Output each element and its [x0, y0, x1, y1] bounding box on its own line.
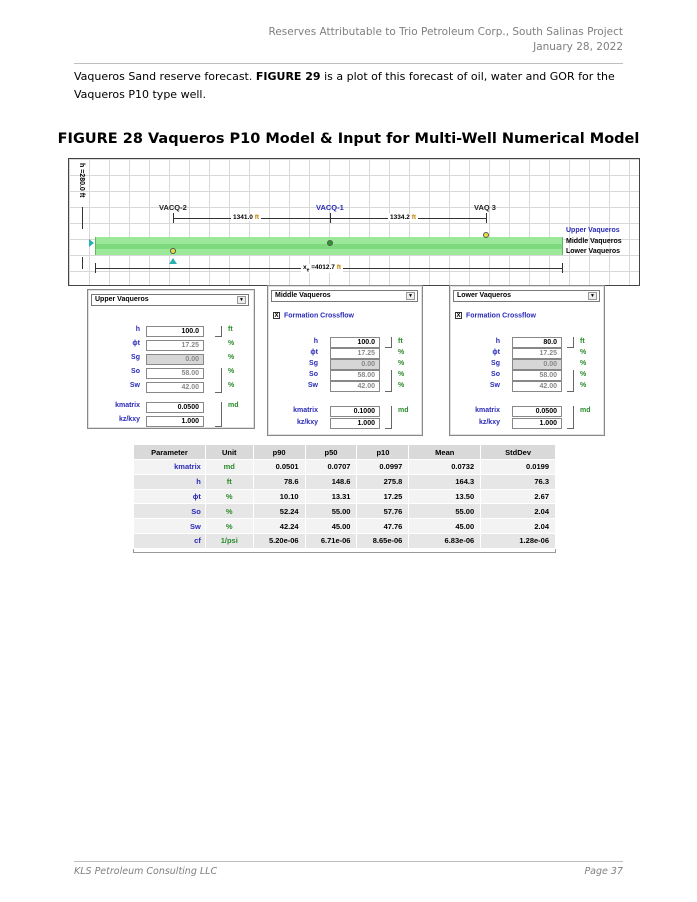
table-cell: 55.00: [409, 504, 481, 519]
layer-dropdown-lower[interactable]: Lower Vaqueros ▼: [453, 290, 600, 302]
layer-dropdown-upper[interactable]: Upper Vaqueros ▼: [91, 294, 249, 306]
legend-upper-vaqueros: Upper Vaqueros: [566, 227, 620, 234]
so-label: So: [491, 371, 500, 378]
table-row: [134, 474, 556, 489]
well-label-vacq1: VACQ-1: [316, 203, 344, 212]
spacing-tick: [486, 213, 487, 223]
table-cell: md: [205, 460, 253, 475]
table-row: [134, 519, 556, 534]
h-label: h: [135, 326, 140, 333]
well-marker-vacq2-lower: [169, 258, 177, 264]
sg-field-lower: 0.00: [512, 359, 562, 370]
formation-crossflow-checkbox-middle[interactable]: X Formation Crossflow: [274, 312, 355, 320]
sw-unit: %: [580, 382, 587, 389]
h-field-lower[interactable]: 80.0: [512, 337, 562, 348]
spacing-label-1: 1341.0 ft: [233, 214, 260, 221]
table-cell: kmatrix: [134, 460, 206, 475]
column-header: Mean: [409, 445, 481, 460]
reservoir-model-diagram: [68, 158, 640, 286]
h-unit: ft: [398, 338, 403, 345]
xe-tick: [562, 263, 563, 273]
sg-label: Sg: [131, 354, 140, 361]
well-marker-vacq2: [170, 248, 176, 254]
bracket: [567, 370, 574, 392]
sw-unit: %: [398, 382, 405, 389]
md-unit: md: [580, 407, 591, 414]
h-unit: ft: [228, 326, 233, 333]
column-header: p50: [305, 445, 357, 460]
kzkxy-label: kz/kxy: [478, 419, 500, 426]
table-row: [134, 504, 556, 519]
well-label-vacq2: VACQ-2: [159, 203, 187, 212]
phi-label: ϕt: [492, 349, 500, 356]
md-unit: md: [228, 402, 239, 409]
table-cell: 76.3: [481, 474, 556, 489]
checkbox-icon: X: [456, 313, 461, 319]
table-cell: 42.24: [253, 519, 305, 534]
table-cell: 0.0732: [409, 460, 481, 475]
kzkxy-label: kz/kxy: [118, 416, 140, 423]
table-cell: h: [134, 474, 206, 489]
h-field-middle[interactable]: 100.0: [330, 337, 380, 348]
table-cell: 0.0707: [305, 460, 357, 475]
kmatrix-label: kmatrix: [475, 407, 500, 414]
kmatrix-field-upper[interactable]: 0.0500: [146, 402, 204, 413]
table-cell: 1/psi: [205, 533, 253, 548]
boundary-marker-icon: [89, 239, 94, 247]
phi-unit: %: [580, 349, 587, 356]
lower-vaqueros-panel: [449, 285, 605, 436]
figure-title: FIGURE 28 Vaqueros P10 Model & Input for Multi-Well Numerical Model: [57, 131, 640, 147]
phi-label: ϕt: [310, 349, 318, 356]
so-unit: %: [398, 371, 405, 378]
md-unit: md: [398, 407, 409, 414]
sw-label: Sw: [489, 382, 500, 389]
chevron-down-icon: ▼: [588, 292, 597, 300]
column-header: Parameter: [134, 445, 206, 460]
kmatrix-label: kmatrix: [293, 407, 318, 414]
bracket: [385, 370, 392, 392]
sg-field-middle: 0.00: [330, 359, 380, 370]
table-cell: 2.04: [481, 519, 556, 534]
table-row: [134, 460, 556, 475]
table-cell: %: [205, 489, 253, 504]
well-label-vaq3: VAQ 3: [474, 203, 496, 212]
phi-field-lower[interactable]: 17.25: [512, 348, 562, 359]
table-cell: Sw: [134, 519, 206, 534]
table-row: [134, 489, 556, 504]
footer-rule: [74, 861, 623, 862]
checkbox-icon: X: [274, 313, 279, 319]
bracket: [567, 406, 574, 429]
xe-label: $x_e =4012.7$ ft: [303, 264, 342, 274]
phi-unit: %: [398, 349, 405, 356]
page-header: [269, 25, 623, 55]
kmatrix-label: kmatrix: [115, 402, 140, 409]
sg-field-upper: 0.00: [146, 354, 204, 365]
so-field-lower[interactable]: 58.00: [512, 370, 562, 381]
table-cell: 52.24: [253, 504, 305, 519]
table-cell: 6.83e-06: [409, 533, 481, 548]
table-cell: 17.25: [357, 489, 409, 504]
table-cell: 55.00: [305, 504, 357, 519]
table-header-row: [134, 445, 556, 460]
intro-text-2: is a plot of this forecast of oil, water and GOR for the Vaqueros P10 type well.: [74, 70, 615, 101]
table-cell: 1.28e-06: [481, 533, 556, 548]
legend-lower-vaqueros: Lower Vaqueros: [566, 248, 621, 255]
column-header: p90: [253, 445, 305, 460]
bracket: [215, 368, 222, 393]
middle-vaqueros-panel: [267, 285, 423, 436]
header-line-2: January 28, 2022: [533, 41, 623, 53]
header-line-1: Reserves Attributable to Trio Petroleum Corp., South Salinas Project: [268, 26, 623, 38]
table-cell: cf: [134, 533, 206, 548]
intro-text-1: Vaqueros Sand reserve forecast.: [74, 70, 256, 83]
sw-unit: %: [228, 382, 235, 389]
table-row: [134, 533, 556, 548]
column-header: p10: [357, 445, 409, 460]
table-cell: ϕt: [134, 489, 206, 504]
bracket: [385, 406, 392, 429]
intro-figure-ref: FIGURE 29: [255, 70, 321, 83]
bracket: [215, 402, 222, 427]
sw-field-lower[interactable]: 42.00: [512, 381, 562, 392]
kzkxy-field-middle[interactable]: 1.000: [330, 418, 380, 429]
sg-unit: %: [228, 354, 235, 361]
phi-field-upper[interactable]: 17.25: [146, 340, 204, 351]
table-cell: 148.6: [305, 474, 357, 489]
column-header: StdDev: [481, 445, 556, 460]
kmatrix-field-lower[interactable]: 0.0500: [512, 406, 562, 417]
sg-label: Sg: [491, 360, 500, 367]
kmatrix-field-middle[interactable]: 0.1000: [330, 406, 380, 417]
table-cell: 78.6: [253, 474, 305, 489]
table-cell: 0.0199: [481, 460, 556, 475]
bracket: [567, 337, 574, 348]
column-header: Unit: [205, 445, 253, 460]
spacing-label-2: 1334.2 ft: [390, 214, 417, 221]
formation-crossflow-checkbox-lower[interactable]: X Formation Crossflow: [456, 312, 537, 320]
table-cell: 0.0997: [357, 460, 409, 475]
table-cell: 5.20e-06: [253, 533, 305, 548]
upper-vaqueros-panel: [87, 289, 255, 429]
table-cell: 2.04: [481, 504, 556, 519]
table-cell: 164.3: [409, 474, 481, 489]
table-cell: ft: [205, 474, 253, 489]
header-rule: [74, 63, 623, 64]
h-unit: ft: [580, 338, 585, 345]
so-unit: %: [228, 368, 235, 375]
h-field-upper[interactable]: 100.0: [146, 326, 204, 337]
so-field-upper[interactable]: 58.00: [146, 368, 204, 379]
sw-label: Sw: [307, 382, 318, 389]
footer-page-number: Page 37: [584, 866, 623, 877]
phi-field-middle[interactable]: 17.25: [330, 348, 380, 359]
h-label: h: [495, 338, 500, 345]
legend-middle-vaqueros: Middle Vaqueros: [566, 238, 622, 245]
so-unit: %: [580, 371, 587, 378]
phi-unit: %: [228, 340, 235, 347]
thickness-arrow-lower: [82, 257, 83, 269]
sg-unit: %: [398, 360, 405, 367]
table-cell: 10.10: [253, 489, 305, 504]
kzkxy-field-lower[interactable]: 1.000: [512, 418, 562, 429]
sw-label: Sw: [129, 382, 140, 389]
so-field-middle[interactable]: 58.00: [330, 370, 380, 381]
table-cell: 2.67: [481, 489, 556, 504]
sw-field-middle[interactable]: 42.00: [330, 381, 380, 392]
footer-company: KLS Petroleum Consulting LLC: [74, 866, 218, 877]
table-cell: 13.31: [305, 489, 357, 504]
table-cell: %: [205, 519, 253, 534]
chevron-down-icon: ▼: [237, 296, 246, 304]
thickness-label: h =280.0 ft: [78, 163, 85, 198]
table-cell: 8.65e-06: [357, 533, 409, 548]
table-cell: 45.00: [409, 519, 481, 534]
table-cell: %: [205, 504, 253, 519]
table-cell: So: [134, 504, 206, 519]
sg-label: Sg: [309, 360, 318, 367]
table-cell: 47.76: [357, 519, 409, 534]
so-label: So: [309, 371, 318, 378]
h-label: h: [313, 338, 318, 345]
well-marker-vacq1: [327, 240, 333, 246]
table-cell: 57.76: [357, 504, 409, 519]
table-cell: 275.8: [357, 474, 409, 489]
intro-paragraph: [74, 68, 624, 104]
lower-vaqueros-layer: [95, 249, 563, 255]
phi-label: ϕt: [132, 340, 140, 347]
well-marker-vaq3: [483, 232, 489, 238]
thickness-arrow: [82, 207, 83, 229]
bracket: [215, 326, 222, 337]
table-cell: 13.50: [409, 489, 481, 504]
so-label: So: [131, 368, 140, 375]
sw-field-upper[interactable]: 42.00: [146, 382, 204, 393]
bracket: [385, 337, 392, 348]
sg-unit: %: [580, 360, 587, 367]
table-cell: 45.00: [305, 519, 357, 534]
layer-dropdown-middle[interactable]: Middle Vaqueros ▼: [271, 290, 418, 302]
kzkxy-label: kz/kxy: [296, 419, 318, 426]
kzkxy-field-upper[interactable]: 1.000: [146, 416, 204, 427]
chevron-down-icon: ▼: [406, 292, 415, 300]
table-cell: 0.0501: [253, 460, 305, 475]
table-cell: 6.71e-06: [305, 533, 357, 548]
statistics-table: [133, 444, 556, 549]
